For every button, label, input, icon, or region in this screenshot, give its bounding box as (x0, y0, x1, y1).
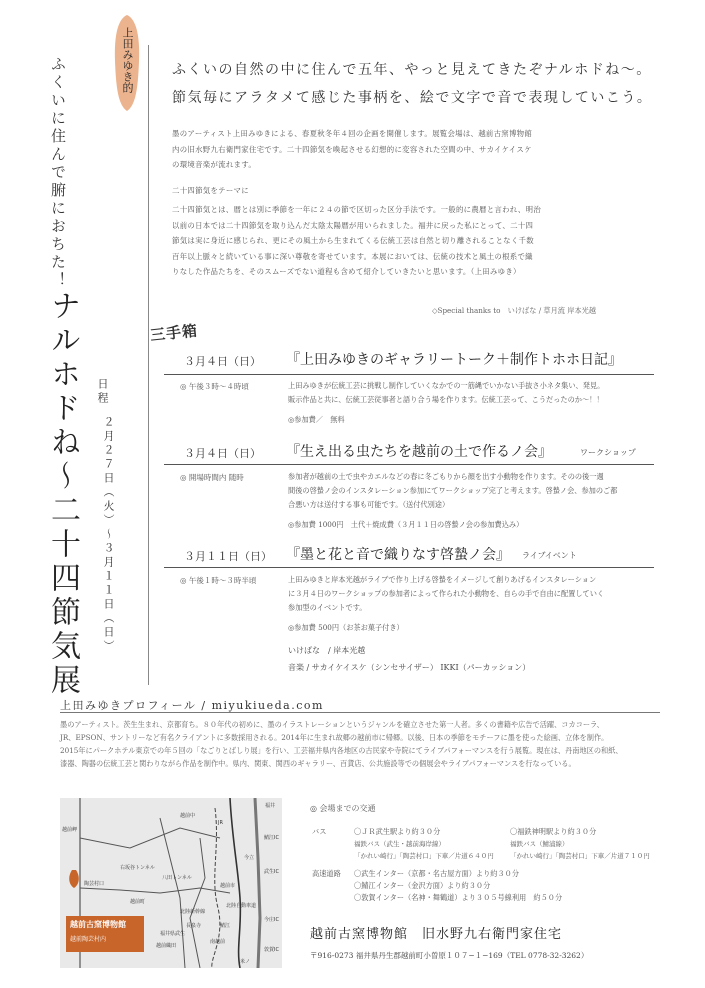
event-time: ◎ 午後１時〜３時半頃 (180, 576, 257, 585)
event-description: 上田みゆきと岸本光越がライブで作り上げる啓蟄をイメージして創りあげるインスタレーション に３月４日のワークショップの参加者によって作られた小動物を、自らの手で自由に配置していく 参加型のイベントです。 ◎参加費 500円（お茶お菓子付き） いけばな / 岸本光越 音楽 / サカイケイスケ（シンセサイザー） IKKI（パーカッション） (288, 575, 605, 672)
access-map (60, 798, 282, 968)
map-label: 越前岬 (62, 827, 78, 833)
map-label: 南越前 (210, 939, 226, 945)
theme-line: りなした作品たちを、そのスムーズでない道程も含めて紹介していきたいと思います。（上田みゆき） (172, 267, 521, 276)
map-label: 八田トンネル (162, 875, 192, 881)
map-label: 越前中 (180, 813, 196, 819)
intro-line: の環境音楽が流れます。 (172, 160, 257, 169)
map-label: 今立 (244, 855, 255, 861)
stamp-text: 上田みゆき的 (121, 27, 134, 93)
map-label: 北陸新幹線 (180, 909, 206, 915)
event-divider (164, 464, 654, 465)
map-label: 鯖江IC (264, 835, 279, 841)
profile-text: 墨のアーティスト。茨生生まれ、京都育ち。８０年代の初めに、墨のイラストレーションというジャンルを確立させた第一人者。多くの書籍や広告で活躍、コカコーラ、 JR、EPSON、サントリーなど有名クライアントに多数採用される。2014年に生まれ故郷の越前市に帰郷。以後、日本の季節をモチーフに墨を使った絵画、立体を制作。 2015年にパークホテル東京での年５回の「なごりとばしり展」を行い、工芸福井県内各地区の古民家や寺院にてライブパフォーマンスを行う展覧。現在は、丹南地区の和紙、 漆器、陶器の伝統工芸と関わりながら作品を制作中。県内、関東、関西のギャラリー、百貨店、公共施設等での個展会やライブパフォーマンスを行なっている。 (60, 720, 623, 768)
map-label: 福井県武生 (160, 931, 186, 937)
map-label: 米ノ (240, 959, 251, 965)
map-label: 鯖江 (220, 923, 231, 929)
access-heading: ◎ 会場までの交通 (310, 804, 376, 813)
map-label: 今庄IC (264, 917, 279, 923)
event-time: ◎ 午後３時〜４時頃 (180, 382, 249, 391)
event-title: 『生え出る虫たちを越前の土で作るノ会』 (286, 444, 552, 460)
museum-name: 越前古窯博物館 (70, 919, 126, 929)
event-date: ３月４日（日） (184, 447, 261, 460)
map-label: 福井 (265, 803, 276, 809)
intro-line: 墨のアーティスト上田みゆきによる、春夏秋冬年４回の企画を開催します。展覧会場は、越前古窯博物館 (172, 129, 533, 138)
event-description: 参加者が越前の土で虫やカエルなどの春に冬ごもりから顔を出す小動物を作ります。そのの後一週 間後の啓蟄ノ会のインスタレーション参加にてワークショップ完了と考えます。啓蟄ノ会、参加のご都 合悪い方は送付する事も可能です。（送付代別途） ◎参加費 1000円 土代＋焼成費（３月１１日の啓蟄ノ会の参加費込み） (288, 472, 618, 529)
stamp-badge (112, 13, 142, 113)
event-fee: ◎参加費 500円（お茶お菓子付き） (288, 623, 404, 632)
venue-name: 越前古窯博物館 旧水野九右衛門家住宅 (310, 927, 563, 942)
venue-address: 〒916-0273 福井県丹生郡越前町小曽原１０７−１−169（TEL 0778-32-3262） (310, 951, 589, 960)
lead-line-2: 節気毎にアラタメて感じた事柄を、絵で文字で音で表現していこう。 (172, 90, 653, 106)
map-label: 越前市 (220, 883, 236, 889)
map-label: JR (218, 820, 223, 826)
bus-routes-right: 〇福鉄神明駅より約３０分 福鉄バス（鯖浦線） 「かれい崎行」「陶芸村口」下車／片道７１０円 (510, 827, 650, 860)
map-label: 長泉寺 (186, 923, 202, 929)
event-title: 『墨と花と音で織りなす啓蟄ノ会』 (286, 547, 510, 563)
main-title: ナルホドね〜二十四節気展 (45, 290, 80, 698)
event-kind: ワークショップ (580, 448, 636, 457)
event-fee: ◎参加費／ 無料 (288, 415, 345, 424)
event-time: ◎ 開場時間内 随時 (180, 473, 244, 482)
map-label: 越前織田 (156, 943, 177, 949)
map-label: 越前町 (130, 899, 146, 905)
schedule-dates: ２月２７日（火）〜３月１１日（日） (102, 416, 115, 654)
bus-routes-left: 〇ＪＲ武生駅より約３０分 福鉄バス（武生・越前海岸線） 「かれい崎行」「陶芸村口」下車／片道６４０円 (354, 827, 494, 860)
theme-line: 節気は実に身近に感じられ、更にその風土から生まれてくる伝統工芸は自然と切り離されることなく千数 (172, 236, 534, 245)
profile-heading: 上田みゆきプロフィール / miyukiueda.com (60, 699, 324, 712)
pot-icon (69, 870, 79, 888)
theme-heading: 二十四節気をテーマに (172, 185, 249, 195)
map-label: 陶芸村口 (84, 881, 105, 887)
road-label: 高速道路 (312, 869, 341, 878)
theme-line: 以前の日本では二十四節気を取り込んだ太陰太陽暦が用いられました。福井に戻った私にとって、二十四 (172, 220, 534, 230)
section-label: 三手箱 (149, 321, 199, 345)
vertical-divider (148, 45, 149, 685)
event-title: 『上田みゆきのギャラリートーク＋制作トホホ日記』 (286, 352, 622, 368)
event-date: ３月４日（日） (184, 355, 261, 368)
event-divider (164, 374, 654, 375)
lead-line-1: ふくいの自然の中に住んで五年、やっと見えてきたぞナルホドね〜。 (172, 62, 652, 78)
intro (172, 126, 541, 280)
theme-line: 百年以上脈々と続いている事に深い尊敬を寄せています。本展においては、伝統の技术と風土の根系で織 (172, 251, 533, 261)
road-routes: 〇武生インター（京都・名古屋方面）より約３０分 〇鯖江インター（金沢方面）より約３０分 〇敦賀インター（名神・舞鶴道）より３０５号線利用 約５０分 (354, 869, 563, 902)
performer-line: 音楽 / サカイケイスケ（シンセサイザー） IKKI（パーカッション） (288, 663, 531, 672)
profile-divider (60, 712, 660, 713)
intro-line: 内の旧水野九右衛門家住宅です。二十四節気を喚起させる幻想的に変容された空間の中、サカイケイスケ (172, 144, 532, 154)
event-divider (164, 567, 654, 568)
vertical-tagline: ふくいに住んで腑におちた！ (49, 56, 67, 290)
schedule (94, 378, 110, 406)
theme-line: 二十四節気とは、暦とは別に季節を一年に２４の節で区切った区分手法です。一般的に農暦と言われ、明治 (172, 205, 542, 214)
event-date: ３月１１日（日） (184, 550, 272, 563)
map-label: 武生IC (264, 869, 279, 875)
bus-label: バス (312, 827, 327, 836)
event-kind: ライブイベント (522, 551, 577, 560)
schedule-label: 日程 (96, 378, 109, 406)
performer-line: いけばな / 岸本光越 (288, 646, 366, 655)
map-label: 敦賀IC (264, 947, 279, 953)
museum-sub: 越前陶芸村内 (70, 936, 107, 943)
event-fee: ◎参加費 1000円 土代＋焼成費（３月１１日の啓蟄ノ会の参加費込み） (288, 520, 524, 529)
map-label: 北陸自動車道 (226, 903, 257, 909)
special-thanks: ◇Special thanks to いけばな / 草月流 岸本光越 (432, 306, 597, 315)
map-label: 右坂谷トンネル (120, 865, 155, 871)
event-description: 上田みゆきが伝統工芸に挑戦し制作していくなかでの一筋縄でいかない手抜さ小ネタ集い、発見。 販示作品と共に、伝統工芸従事者と語り合う場を作ります。伝統工芸って、こうだったのか〜！！ ◎参加費／ 無料 (288, 381, 605, 424)
